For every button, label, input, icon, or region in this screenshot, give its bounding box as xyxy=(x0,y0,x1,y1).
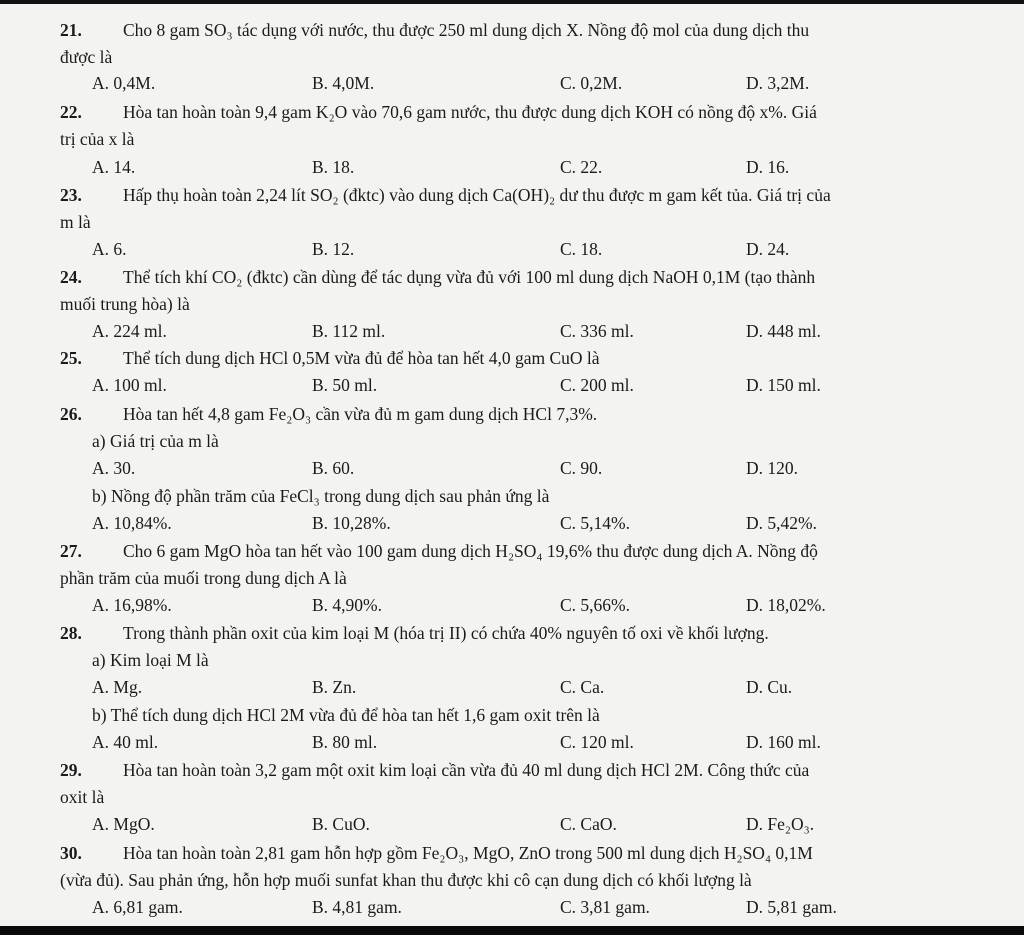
question-23: 23. Hấp thụ hoàn toàn 2,24 lít SO₂ (đktc) vào dung dịch Ca(OH)₂ dư thu được m gam kết tủa. Giá trị của xyxy=(60,185,831,205)
question-22: 22. Hòa tan hoàn toàn 9,4 gam K₂O vào 70,6 gam nước, thu được dung dịch KOH có nồng độ x%. Giá xyxy=(60,102,817,122)
option-b: B. 60. xyxy=(312,458,355,478)
question-text-cont: được là xyxy=(60,47,113,67)
subquestion-b: b) Nồng độ phần trăm của FeCl₃ trong dung dịch sau phản ứng là xyxy=(92,486,550,506)
question-29: 29. Hòa tan hoàn toàn 3,2 gam một oxit kim loại cần vừa đủ 40 ml dung dịch HCl 2M. Công thức của xyxy=(60,760,810,780)
option-d: D. 120. xyxy=(746,458,799,478)
question-text: Hấp thụ hoàn toàn 2,24 lít SO₂ (đktc) vào dung dịch Ca(OH)₂ dư thu được m gam kết tủa. Giá trị của xyxy=(123,185,831,205)
subquestion-b: b) Thể tích dung dịch HCl 2M vừa đủ để hòa tan hết 1,6 gam oxit trên là xyxy=(92,705,600,725)
options-28b xyxy=(0,731,1024,753)
option-a: A. MgO. xyxy=(92,814,155,834)
option-a: A. 14. xyxy=(92,157,136,177)
option-c: C. 90. xyxy=(560,458,603,478)
option-a: A. 40 ml. xyxy=(92,732,159,752)
options-26a xyxy=(0,457,1024,479)
option-a: A. 0,4M. xyxy=(92,73,156,93)
question-text: Hòa tan hoàn toàn 9,4 gam K₂O vào 70,6 gam nước, thu được dung dịch KOH có nồng độ x%. Giá xyxy=(123,102,817,122)
option-d: D. Fe₂O₃. xyxy=(746,814,815,834)
question-text-cont: trị của x là xyxy=(60,129,135,149)
question-text-cont: muối trung hòa) là xyxy=(60,294,190,314)
option-d: D. 3,2M. xyxy=(746,73,810,93)
question-text: Thể tích dung dịch HCl 0,5M vừa đủ để hòa tan hết 4,0 gam CuO là xyxy=(123,348,600,368)
option-d: D. Cu. xyxy=(746,677,793,697)
option-c: C. 0,2M. xyxy=(560,73,623,93)
option-c: C. 5,14%. xyxy=(560,513,630,533)
question-text: Cho 6 gam MgO hòa tan hết vào 100 gam dung dịch H₂SO₄ 19,6% thu được dung dịch A. Nồng độ xyxy=(123,541,818,561)
option-a: A. 6,81 gam. xyxy=(92,897,183,917)
option-c: C. 22. xyxy=(560,157,603,177)
question-text: Trong thành phần oxit của kim loại M (hóa trị II) có chứa 40% nguyên tố oxi về khối lượng. xyxy=(123,623,769,643)
option-b: B. 4,81 gam. xyxy=(312,897,402,917)
options-23 xyxy=(0,238,1024,260)
option-a: A. 30. xyxy=(92,458,136,478)
option-b: B. 10,28%. xyxy=(312,513,391,533)
options-30 xyxy=(0,896,1024,918)
question-21: 21. Cho 8 gam SO₃ tác dụng với nước, thu được 250 ml dung dịch X. Nồng độ mol của dung dịch thu xyxy=(60,20,810,40)
option-c: C. 5,66%. xyxy=(560,595,630,615)
question-26: 26. Hòa tan hết 4,8 gam Fe₂O₃ cần vừa đủ m gam dung dịch HCl 7,3%. xyxy=(60,404,598,424)
question-27: 27. Cho 6 gam MgO hòa tan hết vào 100 gam dung dịch H₂SO₄ 19,6% thu được dung dịch A. Nồng độ xyxy=(60,541,818,561)
bottom-border xyxy=(0,926,1024,935)
question-28: 28. Trong thành phần oxit của kim loại M (hóa trị II) có chứa 40% nguyên tố oxi về khối lượng. xyxy=(60,623,769,643)
question-30: 30. Hòa tan hoàn toàn 2,81 gam hỗn hợp gồm Fe₂O₃, MgO, ZnO trong 500 ml dung dịch H₂SO₄ 0,1M xyxy=(60,843,813,863)
option-a: A. Mg. xyxy=(92,677,143,697)
option-b: B. 80 ml. xyxy=(312,732,378,752)
options-26b xyxy=(0,512,1024,534)
question-24: 24. Thể tích khí CO₂ (đktc) cần dùng để tác dụng vừa đủ với 100 ml dung dịch NaOH 0,1M (tạo thành xyxy=(60,267,816,287)
option-d: D. 448 ml. xyxy=(746,321,821,341)
option-c: C. CaO. xyxy=(560,814,617,834)
subquestion-a: a) Kim loại M là xyxy=(92,650,209,670)
option-b: B. 4,0M. xyxy=(312,73,375,93)
option-b: B. Zn. xyxy=(312,677,357,697)
option-b: B. 12. xyxy=(312,239,355,259)
option-a: A. 224 ml. xyxy=(92,321,167,341)
question-text-cont: (vừa đủ). Sau phản ứng, hỗn hợp muối sunfat khan thu được khi cô cạn dung dịch có khối lượng là xyxy=(60,870,752,890)
question-text: Hòa tan hết 4,8 gam Fe₂O₃ cần vừa đủ m gam dung dịch HCl 7,3%. xyxy=(123,404,598,424)
options-22 xyxy=(0,156,1024,178)
options-21 xyxy=(0,72,1024,94)
option-a: A. 16,98%. xyxy=(92,595,172,615)
option-c: C. 120 ml. xyxy=(560,732,634,752)
option-d: D. 5,81 gam. xyxy=(746,897,837,917)
options-28a xyxy=(0,676,1024,698)
question-text: Cho 8 gam SO₃ tác dụng với nước, thu được 250 ml dung dịch X. Nồng độ mol của dung dịch thu xyxy=(123,20,810,40)
option-b: B. 4,90%. xyxy=(312,595,382,615)
option-c: C. 336 ml. xyxy=(560,321,634,341)
option-a: A. 10,84%. xyxy=(92,513,172,533)
option-d: D. 5,42%. xyxy=(746,513,817,533)
option-c: C. 200 ml. xyxy=(560,375,634,395)
question-text: Hòa tan hoàn toàn 3,2 gam một oxit kim loại cần vừa đủ 40 ml dung dịch HCl 2M. Công thức của xyxy=(123,760,810,780)
option-b: B. 112 ml. xyxy=(312,321,386,341)
option-b: B. CuO. xyxy=(312,814,370,834)
question-text: Thể tích khí CO₂ (đktc) cần dùng để tác dụng vừa đủ với 100 ml dung dịch NaOH 0,1M (tạo thành xyxy=(123,267,816,287)
question-text-cont: m là xyxy=(60,212,91,232)
option-b: B. 18. xyxy=(312,157,355,177)
question-text-cont: oxit là xyxy=(60,787,105,807)
options-29 xyxy=(0,813,1024,835)
option-d: D. 150 ml. xyxy=(746,375,821,395)
options-25 xyxy=(0,374,1024,396)
option-d: D. 24. xyxy=(746,239,790,259)
option-d: D. 18,02%. xyxy=(746,595,826,615)
question-25: 25. Thể tích dung dịch HCl 0,5M vừa đủ để hòa tan hết 4,0 gam CuO là xyxy=(60,348,600,368)
option-a: A. 6. xyxy=(92,239,127,259)
options-27 xyxy=(0,594,1024,616)
question-text-cont: phần trăm của muối trong dung dịch A là xyxy=(60,568,347,588)
option-d: D. 16. xyxy=(746,157,790,177)
option-c: C. Ca. xyxy=(560,677,605,697)
option-b: B. 50 ml. xyxy=(312,375,378,395)
options-24 xyxy=(0,320,1024,342)
question-text: Hòa tan hoàn toàn 2,81 gam hỗn hợp gồm Fe₂O₃, MgO, ZnO trong 500 ml dung dịch H₂SO₄ 0,1M xyxy=(123,843,813,863)
option-c: C. 3,81 gam. xyxy=(560,897,650,917)
subquestion-a: a) Giá trị của m là xyxy=(92,431,219,451)
option-a: A. 100 ml. xyxy=(92,375,167,395)
option-d: D. 160 ml. xyxy=(746,732,821,752)
option-c: C. 18. xyxy=(560,239,603,259)
